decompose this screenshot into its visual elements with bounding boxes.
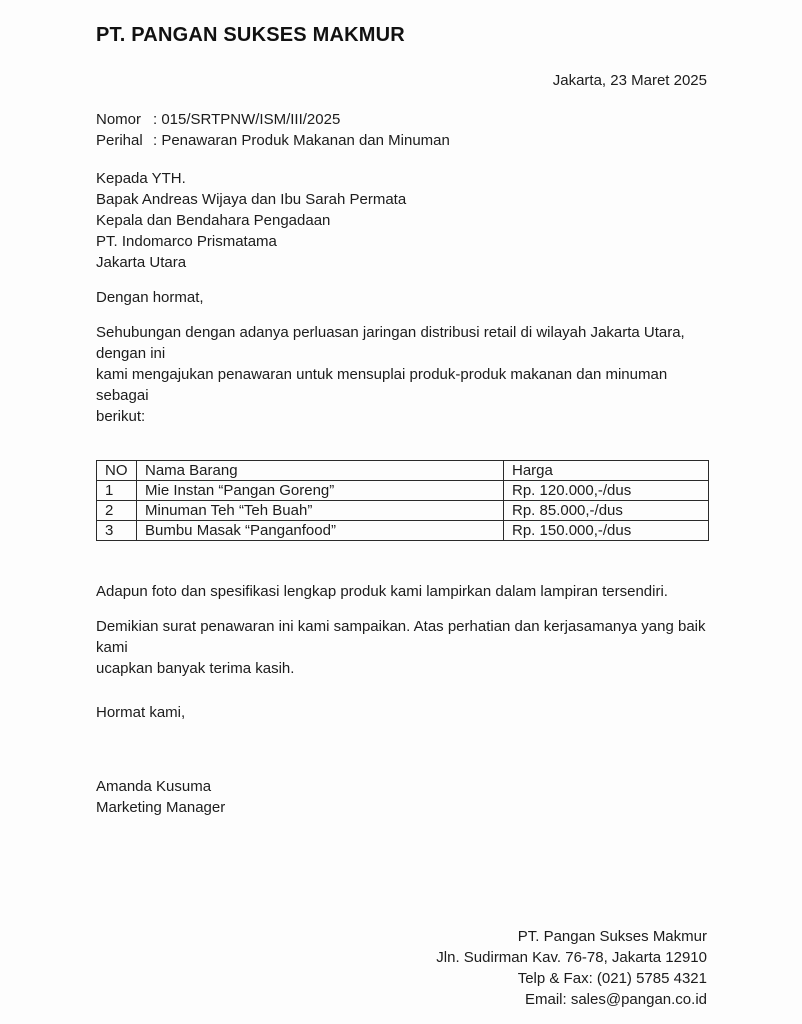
- cell-no: 3: [97, 521, 137, 541]
- cell-no: 2: [97, 501, 137, 521]
- meta-nomor-row: [96, 109, 707, 130]
- opening-paragraph: [96, 322, 707, 427]
- salutation: Dengan hormat,: [96, 289, 204, 306]
- cell-product-name: Mie Instan “Pangan Goreng”: [137, 481, 504, 501]
- attachment-paragraph: Adapun foto dan spesifikasi lengkap produk kami lampirkan dalam lampiran tersendiri.: [96, 583, 668, 600]
- table-header-row: [97, 461, 709, 481]
- footer-address: Jln. Sudirman Kav. 76-78, Jakarta 12910: [436, 949, 707, 966]
- body-line: Demikian surat penawaran ini kami sampaikan. Atas perhatian dan kerjasamanya yang baik kami: [96, 618, 706, 656]
- perihal-label: Perihal: [96, 132, 143, 149]
- cell-price: Rp. 120.000,-/dus: [504, 481, 709, 501]
- closing-salutation: Hormat kami,: [96, 704, 186, 721]
- recipient-line: Jakarta Utara: [96, 254, 187, 271]
- signature-block: [96, 776, 707, 818]
- footer-email: Email: sales@pangan.co.id: [525, 991, 707, 1008]
- signature-title: Marketing Manager: [96, 799, 226, 816]
- cell-price: Rp. 85.000,-/dus: [504, 501, 709, 521]
- cell-price: Rp. 150.000,-/dus: [504, 521, 709, 541]
- footer-phone: Telp & Fax: (021) 5785 4321: [517, 970, 707, 987]
- signature-name: Amanda Kusuma: [96, 778, 212, 795]
- body-line: kami mengajukan penawaran untuk mensuplai produk-produk makanan dan minuman sebagai: [96, 366, 668, 404]
- letter-footer: [436, 926, 707, 1010]
- closing-paragraph: [96, 616, 707, 679]
- cell-product-name: Bumbu Masak “Panganfood”: [137, 521, 504, 541]
- recipient-line: Kepada YTH.: [96, 170, 186, 187]
- column-header-no: NO: [97, 461, 137, 481]
- meta-perihal-row: [96, 130, 707, 151]
- column-header-name: Nama Barang: [137, 461, 504, 481]
- cell-no: 1: [97, 481, 137, 501]
- body-line: berikut:: [96, 408, 146, 425]
- column-header-price: Harga: [504, 461, 709, 481]
- perihal-value: : Penawaran Produk Makanan dan Minuman: [153, 132, 450, 149]
- table-row: [97, 521, 709, 541]
- footer-company: PT. Pangan Sukses Makmur: [517, 928, 707, 945]
- recipient-block: [96, 168, 707, 273]
- date-line: Jakarta, 23 Maret 2025: [552, 72, 707, 89]
- letter-meta: [96, 109, 707, 151]
- nomor-value: : 015/SRTPNW/ISM/III/2025: [153, 111, 341, 128]
- body-line: Sehubungan dengan adanya perluasan jaringan distribusi retail di wilayah Jakarta Utara, dengan ini: [96, 324, 685, 362]
- table-row: [97, 481, 709, 501]
- recipient-line: PT. Indomarco Prismatama: [96, 233, 277, 250]
- table-row: [97, 501, 709, 521]
- recipient-line: Kepala dan Bendahara Pengadaan: [96, 212, 331, 229]
- recipient-line: Bapak Andreas Wijaya dan Ibu Sarah Permata: [96, 191, 407, 208]
- product-offer-table: [96, 460, 709, 541]
- body-line: ucapkan banyak terima kasih.: [96, 660, 295, 677]
- cell-product-name: Minuman Teh “Teh Buah”: [137, 501, 504, 521]
- nomor-label: Nomor: [96, 111, 142, 128]
- company-header: PT. PANGAN SUKSES MAKMUR: [96, 24, 405, 46]
